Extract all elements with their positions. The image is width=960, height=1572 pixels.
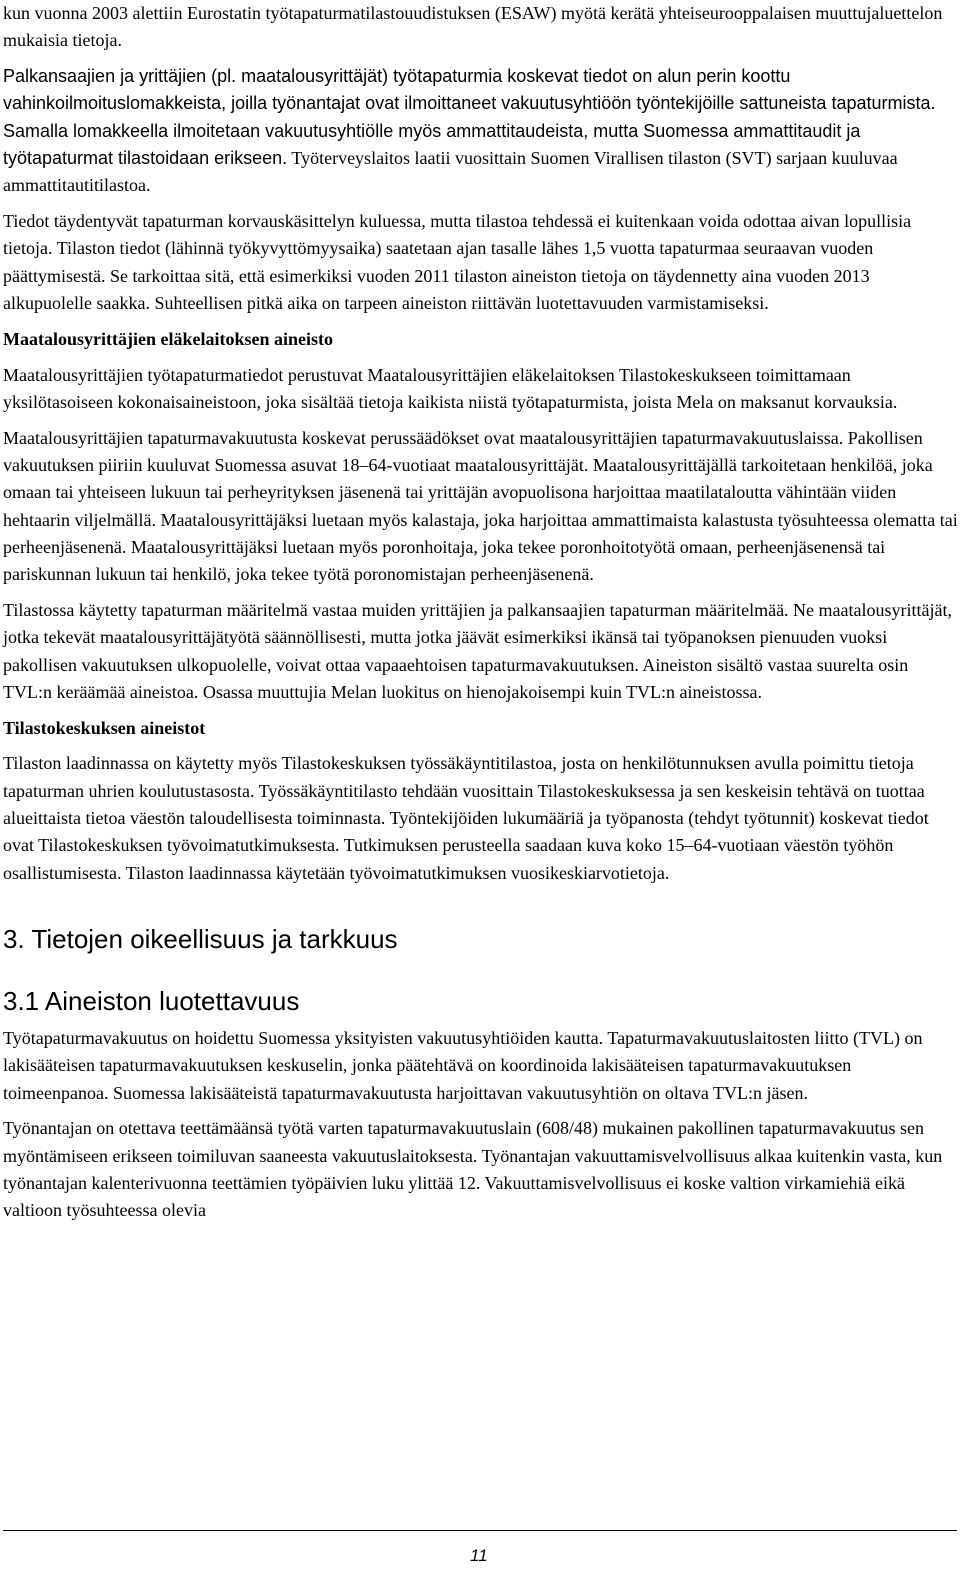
paragraph-statistics-finland: Tilaston laadinnassa on käytetty myös Tilastokeskuksen työssäkäyntitilastoa, josta on henkilötunnuksen avulla poimittu tietoja tapaturman uhrien koulutustasosta. Työssäkäyntitilasto tehdään vuosittain Tilastokeskuksessa ja sen keskeisin tehtävä on tuottaa alueittaista tietoa väestön taloudellisesta toiminnasta. Työntekijöiden lukumääriä ja työpanosta (tehdyt työtunnit) koskevat tiedot ovat Tilastokeskuksen työvoimatutkimuksesta. Tutkimuksen perusteella saadaan kuva koko 15–64-vuotiaan väestön työhön osallistumisesta. Tilaston laadinnassa käytetään työvoimatutkimuksen vuosikeskiarvotietoja. (3, 753, 929, 883)
paragraph-data-completion (3, 208, 958, 317)
paragraph-insurance-system: Työtapaturmavakuutus on hoidettu Suomessa yksityisten vakuutusyhtiöiden kautta. Tapaturmavakuutuslaitosten liitto (TVL) on lakisääteisen tapaturmavakuutuksen keskuselin, jonka päätehtävä on koordinoida lakisääteisen tapaturmavakuutuksen toimeenpanoa. Suomessa lakisääteistä tapaturmavakuutusta harjoittavan vakuutusyhtiön on oltava TVL:n jäsen. (3, 1027, 923, 1103)
document-page (3, 0, 958, 1233)
paragraph-employer-obligation: Työnantajan on otettava teettämäänsä työtä varten tapaturmavakuutuslain (608/48) mukainen pakollinen tapaturmavakuutus sen myöntämiseen erikseen toimiluvan saaneesta vakuutuslaitoksesta. Työnantajan vakuuttamisvelvollisuus alkaa kuitenkin vasta, kun työnantajan kalenterivuonna teettämien työpäivien luku ylittää 12. Vakuuttamisvelvollisuus ei koske valtion virkamiehiä eikä valtioon työsuhteessa olevia (3, 1118, 943, 1221)
paragraph-mela-definition: Tilastossa käytetty tapaturman määritelmä vastaa muiden yrittäjien ja palkansaajien tapaturman määritelmää. Ne maatalousyrittäjät, jotka tekevät maatalousyrittäjätyötä säännöllisesti, mutta jotka jäävät esimerkiksi ikänsä tai työpanoksen pienuuden vuoksi pakollisen vakuutuksen ulkopuolelle, voivat ottaa vapaaehtoisen tapaturmavakuutuksen. Aineiston sisältö vastaa suurelta osin TVL:n keräämää aineistoa. Osassa muuttujia Melan luokitus on hienojakoisempi kuin TVL:n aineistossa. (3, 599, 952, 702)
paragraph-mela-law: Maatalousyrittäjien tapaturmavakuutusta koskevat perussäädökset ovat maatalousyrittäjien tapaturmavakuutuslaissa. Pakollisen vakuutuksen piiriin kuuluvat Suomessa asuvat 18–64-vuotiaat maatalousyrittäjät. Maatalousyrittäjällä tarkoitetaan henkilöä, joka omaan tai yhteiseen lukuun tai perheyrityksen jäsenenä tai yrittäjän avopuolisona harjoittaa maatilataloutta vähintään viiden hehtaarin viljelmällä. Maatalousyrittäjäksi luetaan myös kalastaja, joka harjoittaa ammattimaista kalastusta työsuhteessa olematta tai perheenjäsenenä. Maatalousyrittäjäksi luetaan myös poronhoitaja, joka tekee poronhoitotyötä omaan, perheenjäsenensä tai pariskunnan lukuun tai henkilö, joka tekee työtä poronomistajan perheenjäsenenä. (3, 427, 958, 585)
section-heading-mela: Maatalousyrittäjien eläkelaitoksen aineisto (3, 328, 333, 349)
paragraph-text: Tiedot täydentyvät tapaturman korvauskäsittelyn kuluessa, mutta tilastoa tehdessä ei kuitenkaan voida odottaa aivan lopullisia tietoja. Tilaston tiedot (lähinnä työkyvyttömyysaika) saatetaan ajan tasalle lähes 1,5 vuotta tapaturmaa seuraavan vuoden päättymisestä. Se tarkoittaa sitä, että esimerkiksi vuoden 2011 tilaston aineiston tietoja on täydennetty aina vuoden 2013 alkupuolelle saakka. Suhteellisen pitkä aika on tarpeen aineiston riittävän luotettavuuden varmistamiseksi. (3, 211, 912, 313)
section-heading-accuracy: 3. Tietojen oikeellisuus ja tarkkuus (3, 923, 398, 954)
paragraph-text: kun vuonna 2003 alettiin Eurostatin työtapaturmatilastouudistuksen (ESAW) myötä kerätä yhteiseurooppalaisen muuttujaluettelon mukaisia tietoja. (3, 3, 943, 51)
subsection-heading-reliability: 3.1 Aineiston luotettavuus (3, 985, 300, 1016)
paragraph-text-sans: Palkansaajien ja yrittäjien (pl. maatalousyrittäjät) työtapaturmia koskevat tiedot on alun perin koottu vahinkoilmoituslomakkeista, joilla työnantajat ovat ilmoittaneet vakuutusyhtiöön työntekijöille sattuneista tapaturmista. Samalla lomakkeella ilmoitetaan vakuutusyhtiölle myös ammattitaudeista, mutta Suomessa ammattitaudit ja työtapaturmat tilastoidaan erikseen. (3, 66, 936, 168)
section-heading-statistics-finland: Tilastokeskuksen aineistot (3, 717, 206, 738)
page-number: 11 (470, 1546, 488, 1565)
paragraph-text: Työterveyslaitos laatii vuosittain Suomen Virallisen tilaston (SVT) sarjaan kuuluvaa ammattitautitilastoa. (3, 147, 898, 196)
paragraph-esaw (3, 0, 958, 55)
paragraph-data-source (3, 63, 958, 199)
paragraph-mela-source: Maatalousyrittäjien työtapaturmatiedot perustuvat Maatalousyrittäjien eläkelaitoksen Tilastokeskukseen toimittamaan yksilötasoiseen kokonaisaineistoon, joka sisältää tietoja kaikista niistä työtapaturmista, joista Mela on maksanut korvauksia. (3, 364, 898, 412)
footer-divider (3, 1530, 957, 1531)
